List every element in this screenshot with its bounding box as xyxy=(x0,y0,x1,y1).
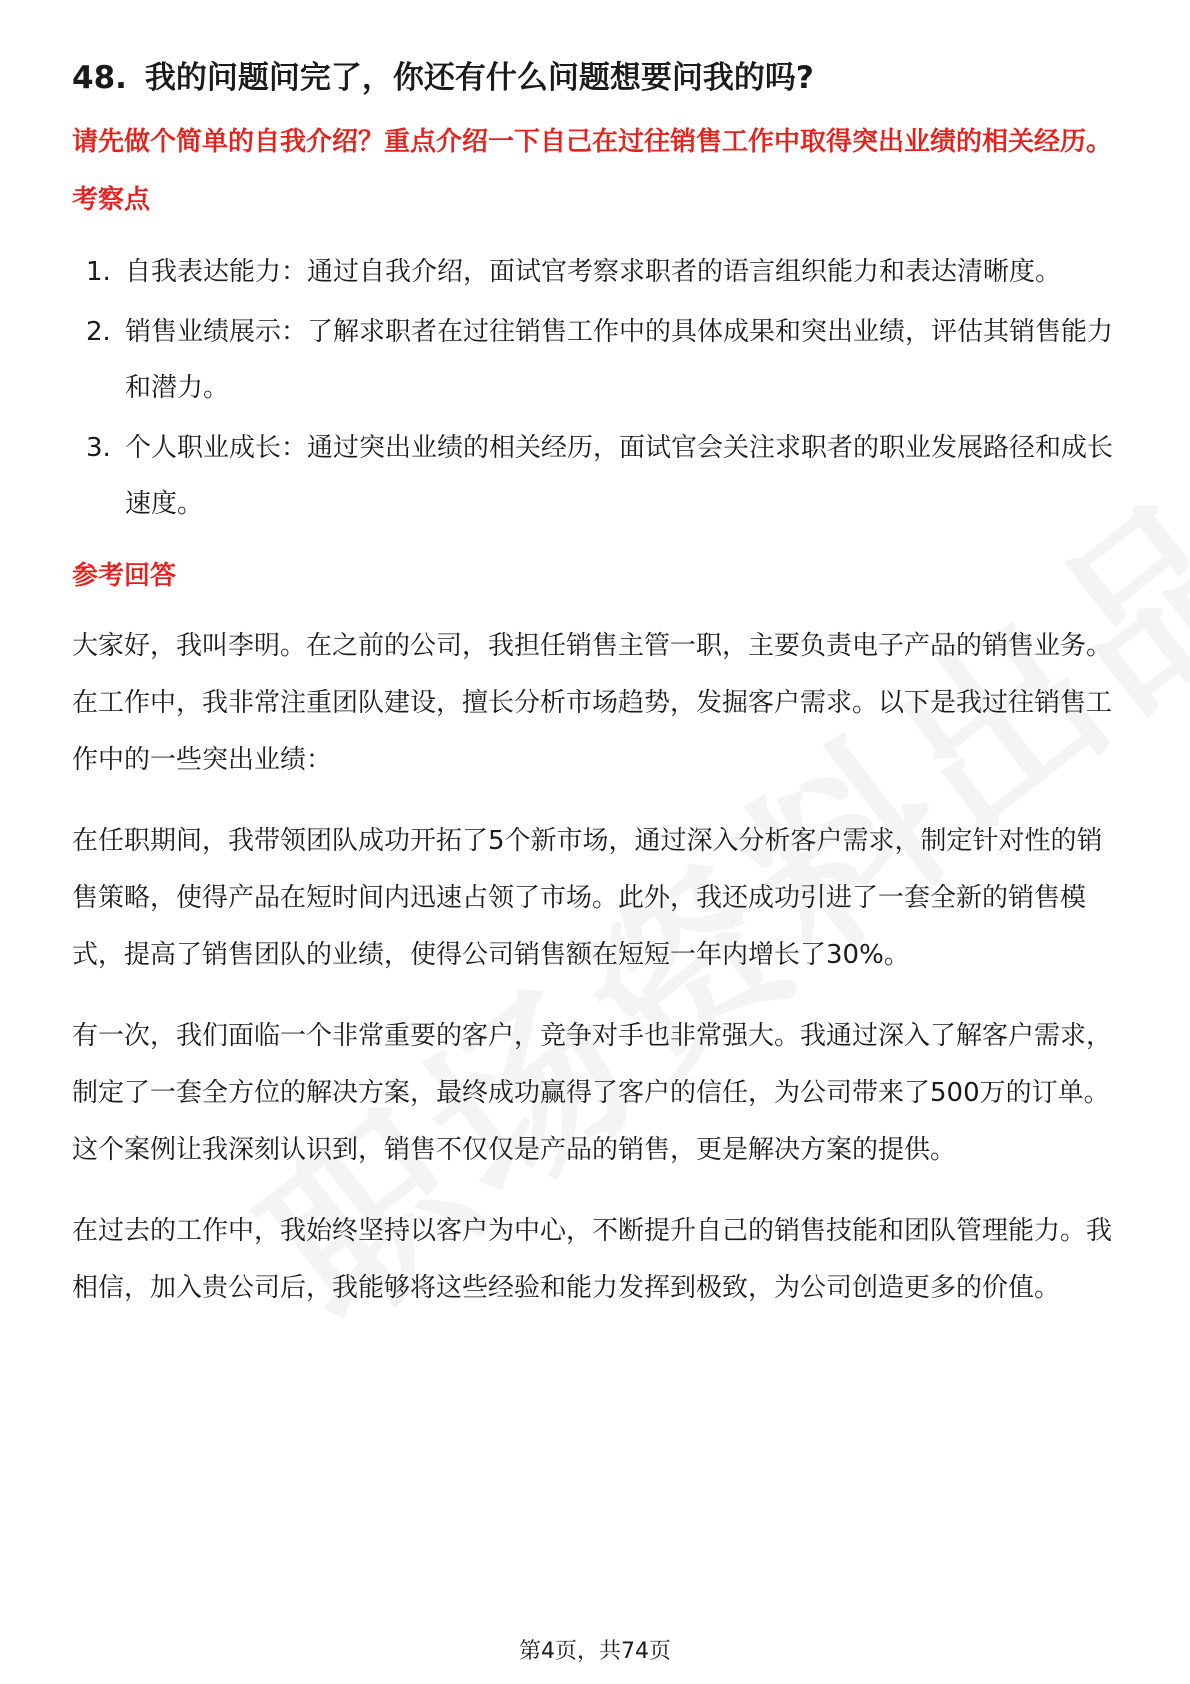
focus-heading: 考察点 xyxy=(72,185,151,215)
focus-item xyxy=(72,420,1118,532)
focus-item-text: 销售业绩展示：了解求职者在过往销售工作中的具体成果和突出业绩，评估其销售能力和潜力。 xyxy=(125,317,1114,403)
page-footer: 第4页，共74页 xyxy=(519,1639,671,1664)
answer-paragraph: 在任职期间，我带领团队成功开拓了5个新市场，通过深入分析客户需求，制定针对性的销售策略，使得产品在短时间内迅速占领了市场。此外，我还成功引进了一套全新的销售模式，提高了销售团队的业绩，使得公司销售额在短短一年内增长了30%。 xyxy=(72,826,1103,970)
question-text: 我的问题问完了，你还有什么问题想要问我的吗? xyxy=(144,60,814,96)
focus-item-text: 个人职业成长：通过突出业绩的相关经历，面试官会关注求职者的职业发展路径和成长速度。 xyxy=(125,433,1114,519)
focus-item-index: 2. xyxy=(86,317,111,347)
focus-item-index: 3. xyxy=(86,433,111,463)
answer-paragraph: 在过去的工作中，我始终坚持以客户为中心，不断提升自己的销售技能和团队管理能力。我相信，加入贵公司后，我能够将这些经验和能力发挥到极致，为公司创造更多的价值。 xyxy=(72,1216,1113,1303)
focus-item xyxy=(72,244,1118,300)
focus-item-index: 1. xyxy=(86,257,111,287)
question-number: 48. xyxy=(72,60,127,96)
question-title xyxy=(72,48,1118,108)
focus-item xyxy=(72,304,1118,416)
interview-prompt: 请先做个简单的自我介绍？重点介绍一下自己在过往销售工作中取得突出业绩的相关经历。 xyxy=(72,127,1113,157)
document-page xyxy=(72,48,1118,1317)
focus-list xyxy=(72,244,1118,532)
answer-paragraph: 大家好，我叫李明。在之前的公司，我担任销售主管一职，主要负责电子产品的销售业务。在工作中，我非常注重团队建设，擅长分析市场趋势，发掘客户需求。以下是我过往销售工作中的一些突出业绩： xyxy=(72,631,1113,775)
answer-paragraph: 有一次，我们面临一个非常重要的客户，竞争对手也非常强大。我通过深入了解客户需求，制定了一套全方位的解决方案，最终成功赢得了客户的信任，为公司带来了500万的订单。这个案例让我深刻认识到，销售不仅仅是产品的销售，更是解决方案的提供。 xyxy=(72,1021,1113,1165)
answer-heading: 参考回答 xyxy=(72,561,177,591)
focus-item-text: 自我表达能力：通过自我介绍，面试官考察求职者的语言组织能力和表达清晰度。 xyxy=(125,257,1062,287)
